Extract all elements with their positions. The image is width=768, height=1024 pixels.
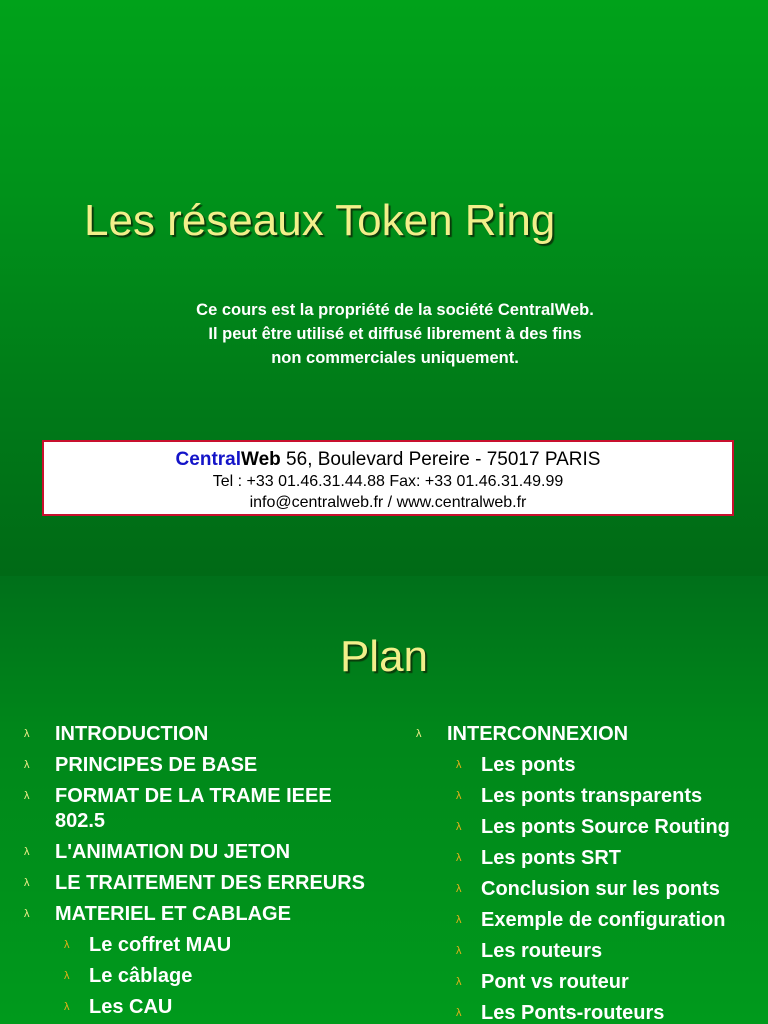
plan-item xyxy=(416,815,766,840)
plan-item-label: L'ANIMATION DU JETON xyxy=(55,841,291,863)
plan-item xyxy=(416,877,766,902)
lambda-bullet-icon: λ xyxy=(456,790,462,802)
plan-item xyxy=(416,784,766,809)
plan-item xyxy=(24,784,374,834)
plan-item xyxy=(24,722,374,747)
plan-item-label: INTERCONNEXION xyxy=(447,723,629,745)
plan-item xyxy=(24,871,374,896)
plan-list-right xyxy=(416,722,766,1024)
plan-item-label: Les ponts SRT xyxy=(481,847,622,869)
plan-item-label: PRINCIPES DE BASE xyxy=(55,754,258,776)
lambda-bullet-icon: λ xyxy=(24,908,30,920)
plan-item-label: Les Ponts-routeurs xyxy=(481,1002,665,1024)
plan-item xyxy=(24,933,374,958)
plan-item-label: LE TRAITEMENT DES ERREURS xyxy=(55,872,366,894)
plan-item xyxy=(416,970,766,995)
contact-web: info@centralweb.fr / www.centralweb.fr xyxy=(249,494,527,511)
plan-item xyxy=(24,964,374,989)
plan-item xyxy=(416,753,766,778)
plan-list-left xyxy=(24,722,374,1024)
copyright-notice xyxy=(100,298,690,370)
lambda-bullet-icon: λ xyxy=(64,970,70,982)
lambda-bullet-icon: λ xyxy=(456,821,462,833)
lambda-bullet-icon: λ xyxy=(64,1001,70,1013)
slide-2 xyxy=(0,576,768,1024)
lambda-bullet-icon: λ xyxy=(456,1007,462,1019)
plan-item xyxy=(416,939,766,964)
lambda-bullet-icon: λ xyxy=(456,914,462,926)
lambda-bullet-icon: λ xyxy=(456,759,462,771)
contact-phone: Tel : +33 01.46.31.44.88 Fax: +33 01.46.31.49.99 xyxy=(212,473,564,490)
plan-item xyxy=(24,902,374,927)
slide-title: Les réseaux Token Ring xyxy=(84,196,556,245)
plan-item xyxy=(416,722,766,747)
lambda-bullet-icon: λ xyxy=(456,883,462,895)
plan-item xyxy=(24,995,374,1020)
plan-item xyxy=(24,753,374,778)
lambda-bullet-icon: λ xyxy=(64,939,70,951)
plan-item-label: Les ponts Source Routing xyxy=(481,816,730,838)
plan-item-label: Le coffret MAU xyxy=(89,934,232,956)
plan-item-label: Les ponts transparents xyxy=(481,785,703,807)
notice-line: Ce cours est la propriété de la société CentralWeb. xyxy=(196,301,594,319)
lambda-bullet-icon: λ xyxy=(456,976,462,988)
notice-line: non commerciales uniquement. xyxy=(271,349,519,367)
plan-item-label: Les ponts xyxy=(481,754,576,776)
plan-item-label: Les routeurs xyxy=(481,940,603,962)
plan-item-label: Exemple de configuration xyxy=(481,909,726,931)
plan-item-label: INTRODUCTION xyxy=(55,723,209,745)
notice-line: Il peut être utilisé et diffusé librement à des fins xyxy=(208,325,582,343)
plan-item-label: Le câblage xyxy=(89,965,193,987)
plan-item-label: Les CAU xyxy=(89,996,173,1018)
plan-item xyxy=(24,840,374,865)
plan-item-label: FORMAT DE LA TRAME IEEE 802.5 xyxy=(55,785,332,832)
lambda-bullet-icon: λ xyxy=(24,728,30,740)
lambda-bullet-icon: λ xyxy=(456,945,462,957)
contact-box xyxy=(42,440,734,516)
lambda-bullet-icon: λ xyxy=(456,852,462,864)
lambda-bullet-icon: λ xyxy=(24,790,30,802)
lambda-bullet-icon: λ xyxy=(24,877,30,889)
plan-item xyxy=(416,1001,766,1024)
plan-item-label: MATERIEL ET CABLAGE xyxy=(55,903,291,925)
lambda-bullet-icon: λ xyxy=(24,759,30,771)
plan-title: Plan xyxy=(339,632,429,681)
plan-item xyxy=(416,846,766,871)
brand-central: Central xyxy=(175,449,242,470)
plan-item-label: Pont vs routeur xyxy=(481,971,629,993)
contact-address-line xyxy=(44,449,732,471)
plan-item xyxy=(416,908,766,933)
brand-web: Web xyxy=(241,449,281,470)
lambda-bullet-icon: λ xyxy=(416,728,422,740)
contact-address: 56, Boulevard Pereire - 75017 PARIS xyxy=(280,449,601,470)
plan-item-label: Conclusion sur les ponts xyxy=(481,878,720,900)
lambda-bullet-icon: λ xyxy=(24,846,30,858)
